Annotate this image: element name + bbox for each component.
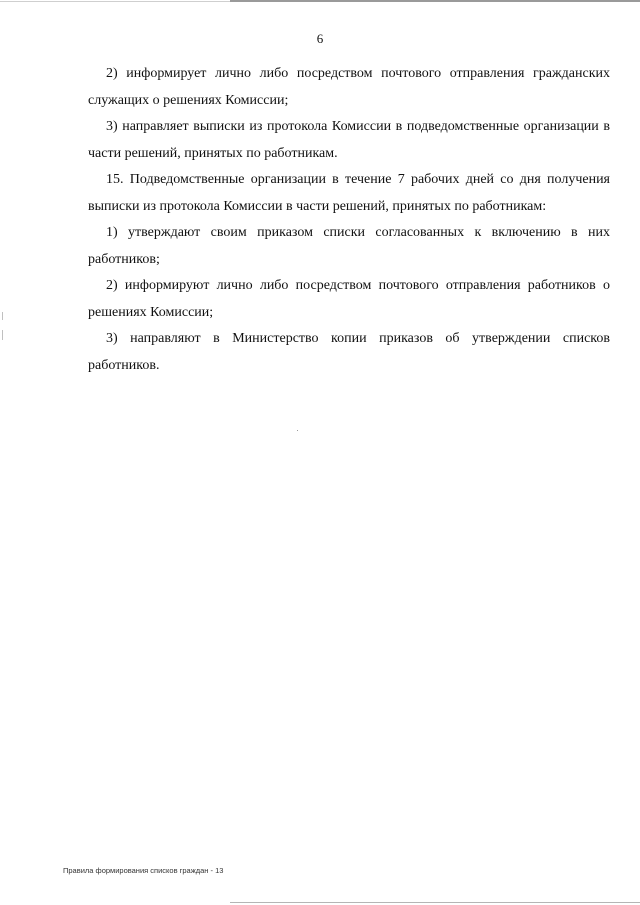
- scan-margin-mark: [2, 312, 3, 320]
- paragraph: 1) утверждают своим приказом списки согласованных к включению в них работников;: [88, 225, 610, 267]
- paragraph: 15. Подведомственные организации в течение 7 рабочих дней со дня получения выписки из протокола Комиссии в части решений, принятых по работникам:: [88, 172, 610, 214]
- scan-bottom-edge: [230, 902, 640, 903]
- scan-top-edge-dark: [230, 0, 640, 2]
- page-number: 6: [316, 31, 324, 46]
- paragraph: 3) направляют в Министерство копии приказов об утверждении списков работников.: [88, 331, 610, 373]
- document-footer: Правила формирования списков граждан - 13: [63, 866, 224, 875]
- scan-margin-mark: [2, 330, 3, 340]
- paragraph: 2) информируют лично либо посредством почтового отправления работников о решениях Комиссии;: [88, 278, 610, 320]
- paragraph: 3) направляет выписки из протокола Комиссии в подведомственные организации в части решений, принятых по работникам.: [88, 119, 610, 161]
- paragraph: 2) информирует лично либо посредством почтового отправления гражданских служащих о решениях Комиссии;: [88, 66, 610, 108]
- scan-speck: [297, 430, 298, 431]
- document-body: [88, 61, 610, 379]
